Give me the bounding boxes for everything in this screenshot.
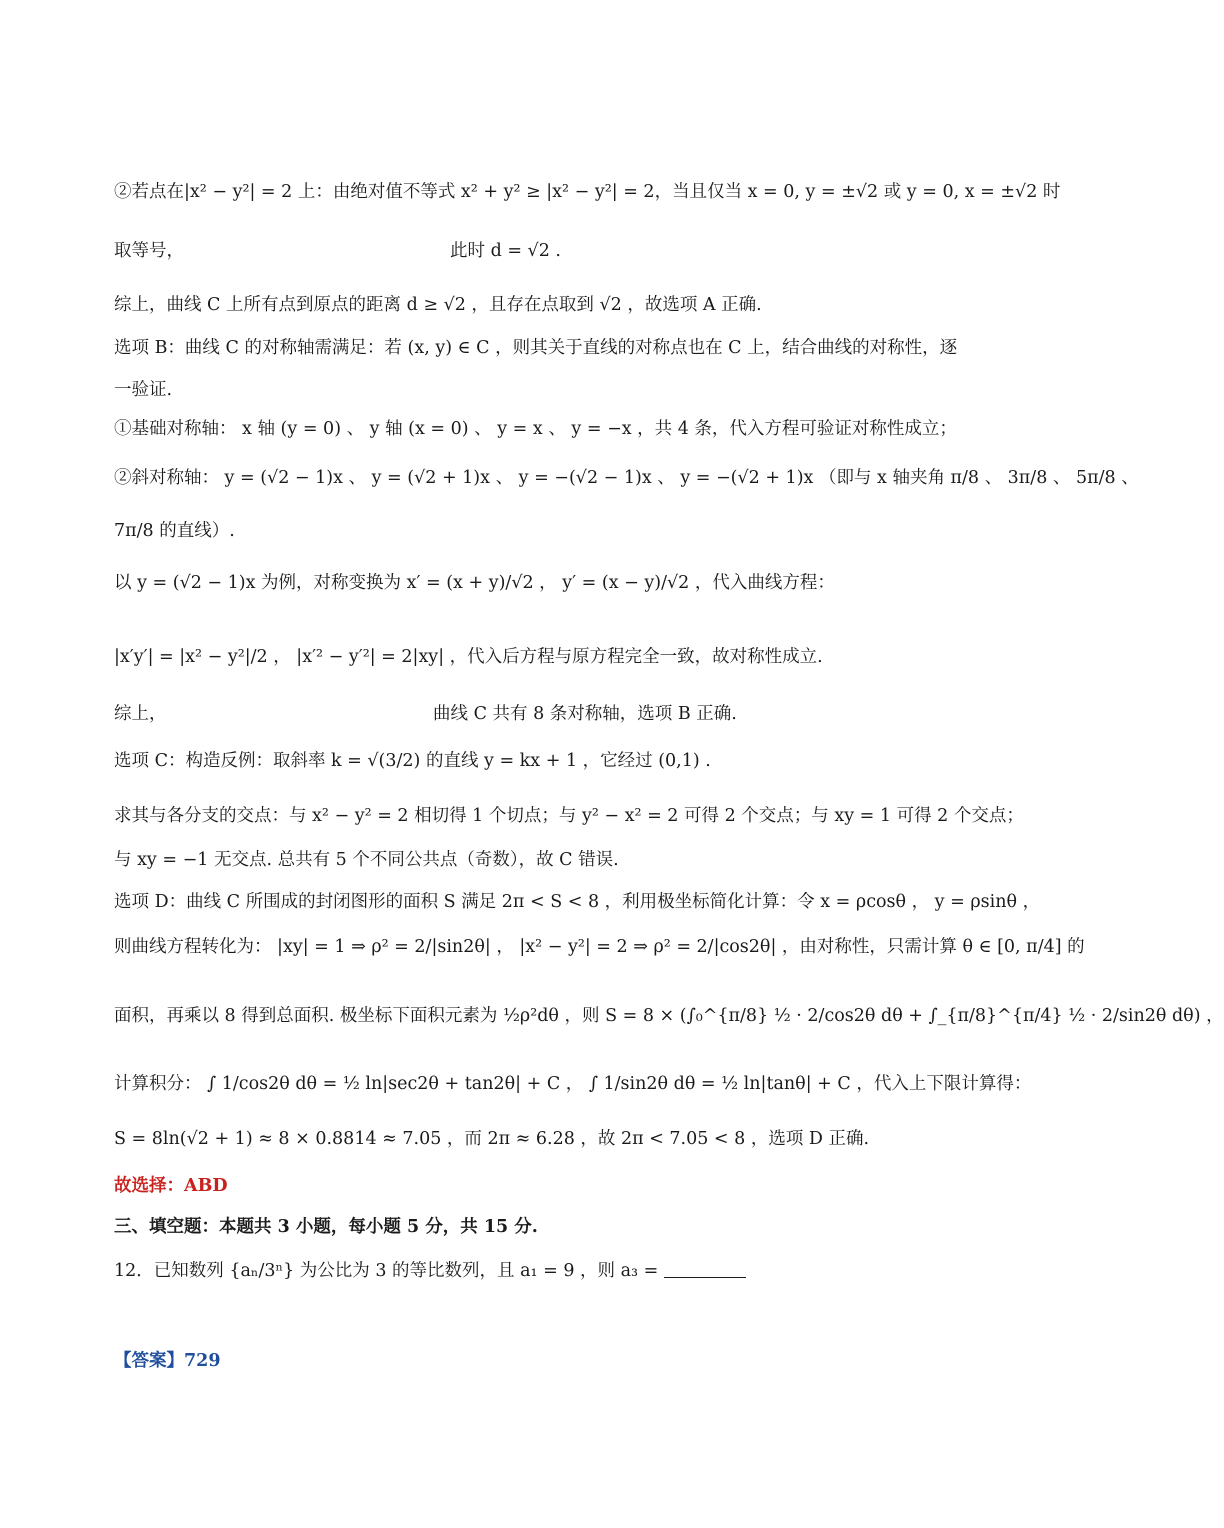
text-line-16: 则曲线方程转化为： |xy| = 1 ⇒ ρ² = 2/|sin2θ| ， |x² − y²| = 2 ⇒ ρ² = 2/|cos2θ| ，由对称性，只需计算 θ ∈ [0, π/4] 的 (114, 937, 1085, 957)
text-line-18: 计算积分： ∫ 1/cos2θ dθ = ½ ln|sec2θ + tan2θ| + C ， ∫ 1/sin2θ dθ = ½ ln|tanθ| + C ，代入上下限计算得： (114, 1074, 1032, 1094)
text-line-9: 以 y = (√2 − 1)x 为例，对称变换为 x′ = (x + y)/√2 ， y′ = (x − y)/√2 ，代入曲线方程： (114, 573, 835, 593)
text-line-5: 一验证. (114, 380, 173, 400)
text-line-4: 选项 B：曲线 C 的对称轴需满足：若 (x, y) ∈ C ，则其关于直线的对称点也在 C 上，结合曲线的对称性，逐 (114, 338, 958, 358)
text-line-6: ①基础对称轴： x 轴 (y = 0) 、 y 轴 (x = 0) 、 y = x 、 y = −x ，共 4 条，代入方程可验证对称性成立； (114, 419, 957, 439)
text-line-17: 面积，再乘以 8 得到总面积. 极坐标下面积元素为 ½ρ²dθ ，则 S = 8 × (∫₀^{π/8} ½ · 2/cos2θ dθ + ∫_{π/8}^{π/4} ½ · 2/sin2θ dθ) ， (114, 1006, 1224, 1026)
text-line-19: S = 8ln(√2 + 1) ≈ 8 × 0.8814 ≈ 7.05 ，而 2π ≈ 6.28 ，故 2π < 7.05 < 8 ，选项 D 正确. (114, 1129, 870, 1149)
text-line-10: |x′y′| = |x² − y²|/2 ， |x′² − y′²| = 2|xy| ，代入后方程与原方程完全一致，故对称性成立. (114, 647, 823, 667)
text-line-15: 选项 D：曲线 C 所围成的封闭图形的面积 S 满足 2π < S < 8 ，利用极坐标简化计算：令 x = ρcosθ ， y = ρsinθ ， (114, 892, 1041, 912)
text-line-11 (114, 701, 1020, 727)
text-line-2-right: 此时 d = √2 . (450, 241, 561, 261)
text-line-12: 选项 C：构造反例：取斜率 k = √(3/2) 的直线 y = kx + 1 ，它经过 (0,1) . (114, 751, 711, 771)
question-12 (114, 1258, 1020, 1284)
text-line-2-left: 取等号， (114, 241, 184, 261)
text-line-11-right: 曲线 C 共有 8 条对称轴，选项 B 正确. (433, 704, 737, 724)
text-line-3: 综上，曲线 C 上所有点到原点的距离 d ≥ √2 ，且存在点取到 √2 ，故选项 A 正确. (114, 295, 762, 315)
text-line-1: ②若点在|x² − y²| = 2 上：由绝对值不等式 x² + y² ≥ |x² − y²| = 2，当且仅当 x = 0, y = ±√2 或 y = 0, x = ±√2 时 (114, 182, 1061, 202)
text-line-11-left: 综上， (114, 704, 167, 724)
section-heading: 三、填空题：本题共 3 小题，每小题 5 分，共 15 分. (114, 1217, 538, 1237)
text-line-7: ②斜对称轴： y = (√2 − 1)x 、 y = (√2 + 1)x 、 y = −(√2 − 1)x 、 y = −(√2 + 1)x （即与 x 轴夹角 π/8 、 3π/8 、 5π/8 、 (114, 468, 1139, 488)
question-12-text: 12．已知数列 {aₙ/3ⁿ} 为公比为 3 的等比数列，且 a₁ = 9 ，则 a₃ = (114, 1261, 659, 1281)
text-line-14: 与 xy = −1 无交点. 总共有 5 个不同公共点（奇数），故 C 错误. (114, 850, 619, 870)
answer-blank (664, 1259, 746, 1278)
text-line-13: 求其与各分支的交点：与 x² − y² = 2 相切得 1 个切点；与 y² − x² = 2 可得 2 个交点；与 xy = 1 可得 2 个交点； (114, 806, 1024, 826)
text-line-2 (114, 238, 1020, 264)
answer-choice: 故选择：ABD (114, 1176, 228, 1196)
text-line-8: 7π/8 的直线）. (114, 521, 235, 541)
answer-label: 【答案】729 (114, 1351, 221, 1371)
